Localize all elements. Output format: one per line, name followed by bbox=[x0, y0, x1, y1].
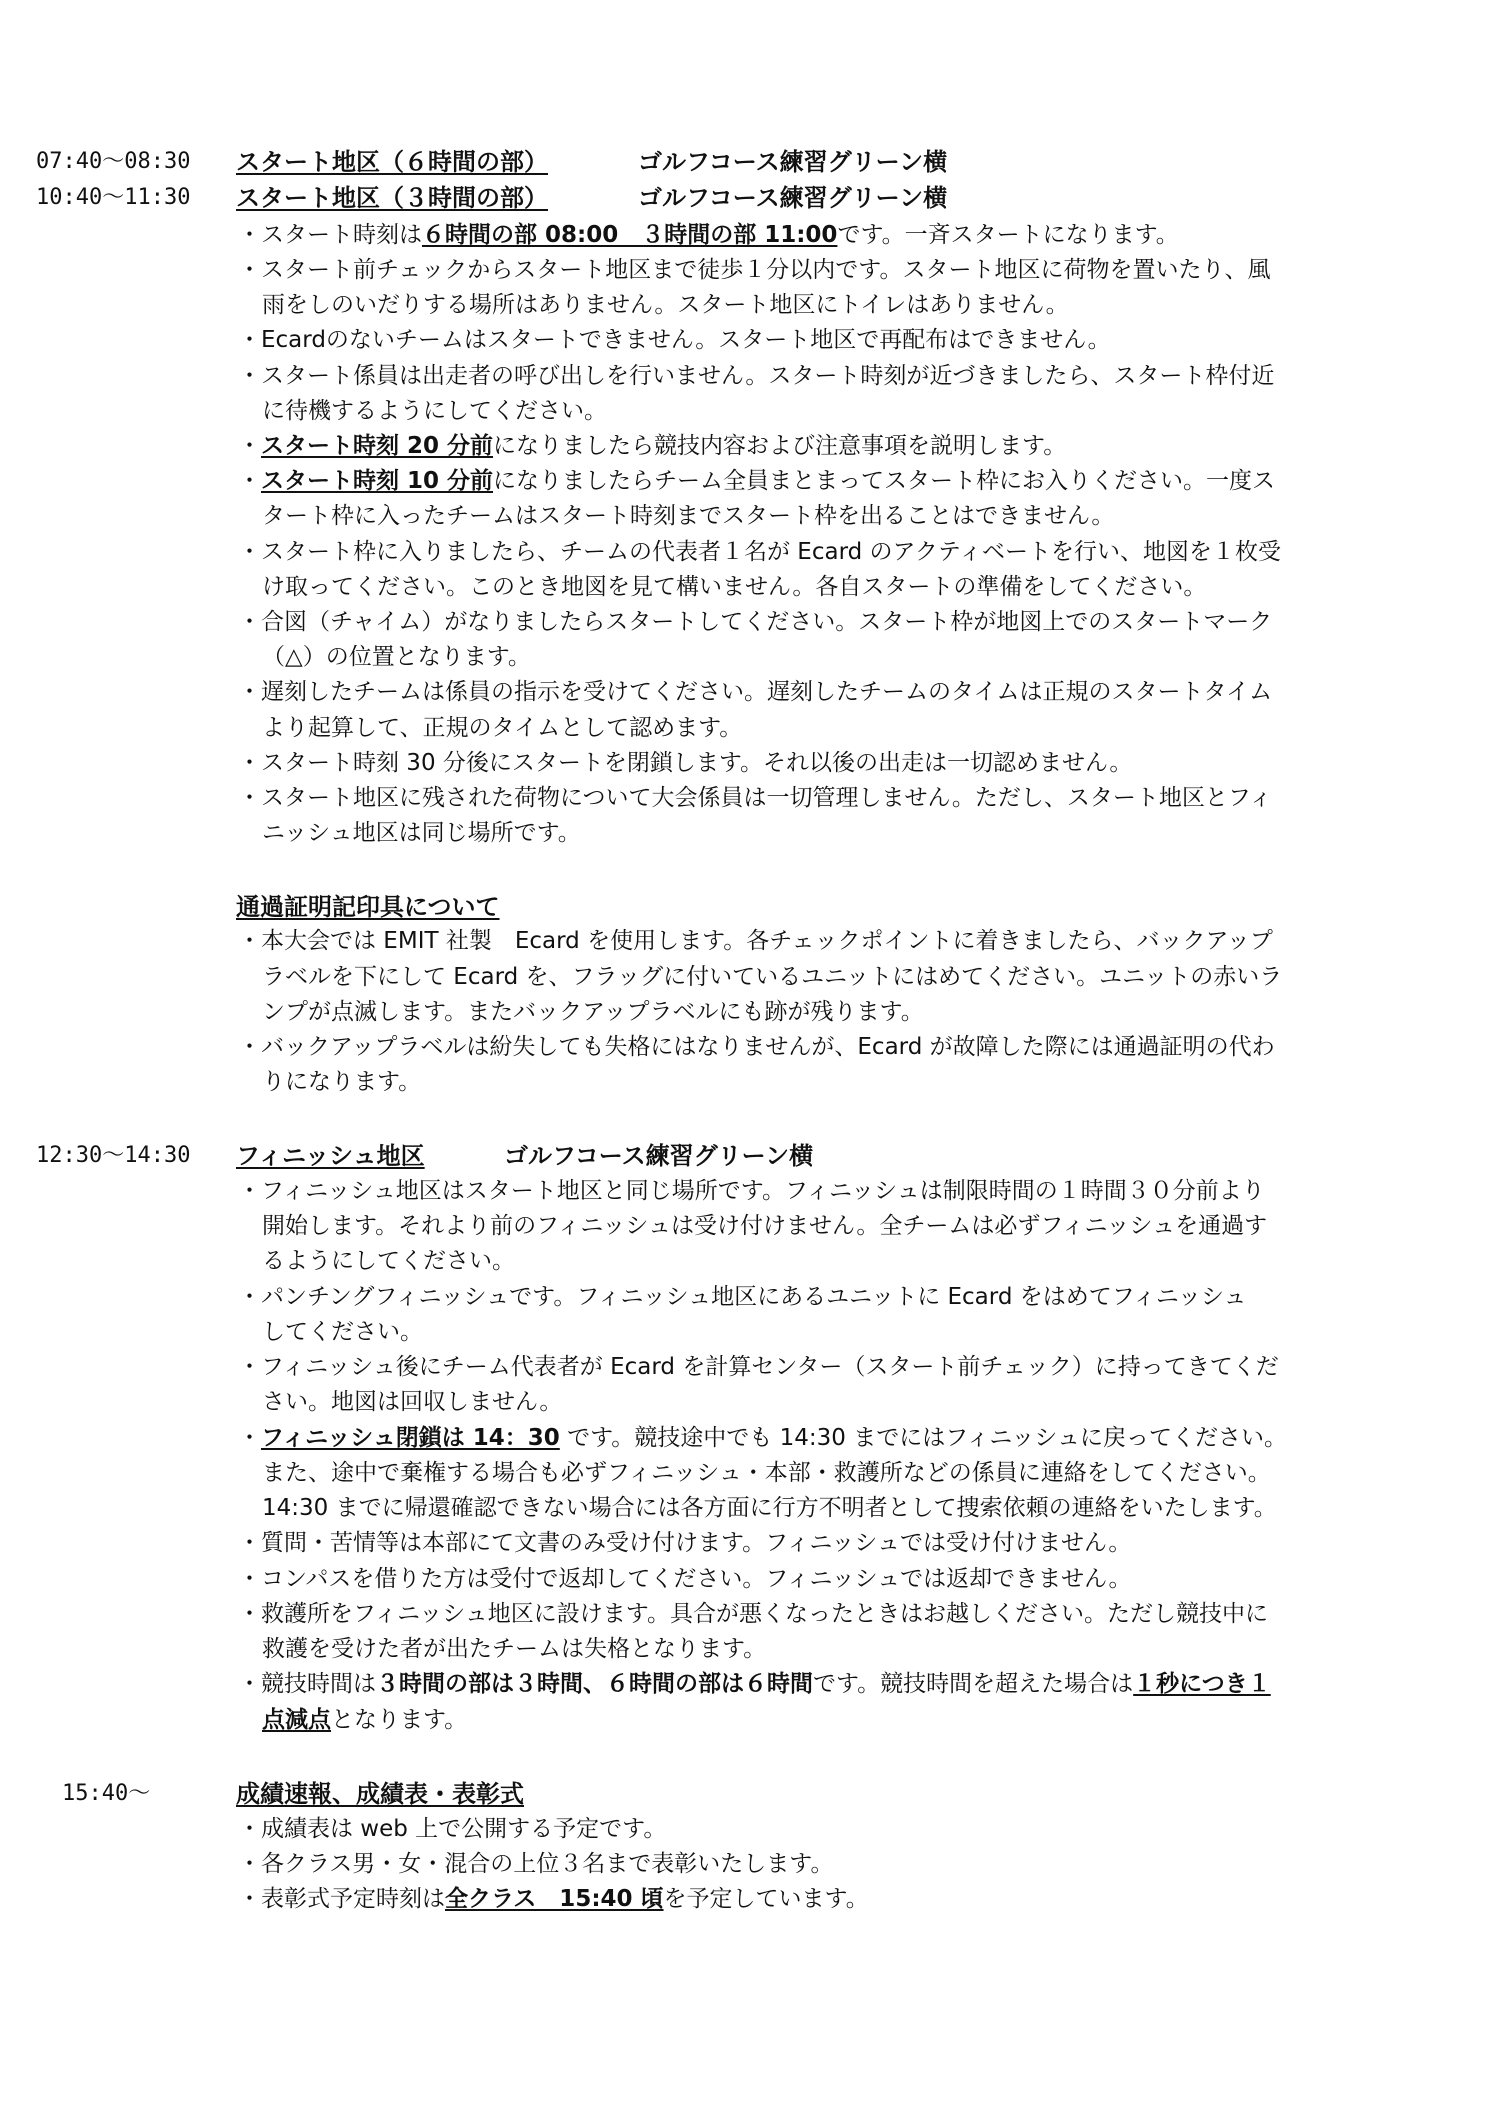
finish-item-3-cont: さい。地図は回収しません。 bbox=[262, 1389, 563, 1415]
start-item-9-cont: より起算して、正規のタイムとして認めます。 bbox=[262, 715, 743, 741]
start-heading-3h: スタート地区（３時間の部） bbox=[236, 184, 548, 212]
start-item-6: ・スタート時刻 10 分前になりましたらチーム全員まとまってスタート枠にお入りください。一度ス bbox=[238, 468, 1276, 494]
finish-item-3: ・フィニッシュ後にチーム代表者が Ecard を計算センター（スタート前チェック）に持ってきてくだ bbox=[238, 1354, 1279, 1380]
start-item-6-cont: タート枠に入ったチームはスタート時刻までスタート枠を出ることはできません。 bbox=[262, 503, 1115, 529]
start-item-2-cont: 雨をしのいだりする場所はありません。スタート地区にトイレはありません。 bbox=[262, 292, 1069, 318]
finish-item-7: ・救護所をフィニッシュ地区に設けます。具合が悪くなったときはお越しください。ただし競技中に bbox=[238, 1601, 1268, 1627]
finish-item-1-cont2: るようにしてください。 bbox=[262, 1248, 515, 1274]
start-item-11-cont: ニッシュ地区は同じ場所です。 bbox=[262, 820, 581, 846]
start-item-3: ・Ecardのないチームはスタートできません。スタート地区で再配布はできません。 bbox=[238, 327, 1111, 353]
start-location-6h: ゴルフコース練習グリーン横 bbox=[638, 148, 948, 176]
finish-item-2-cont: してください。 bbox=[262, 1319, 423, 1345]
results-time: 15:40～ bbox=[62, 1781, 151, 1806]
ecard-item-1: ・本大会では EMIT 社製 Ecard を使用します。各チェックポイントに着きましたら、バックアップ bbox=[238, 928, 1273, 954]
start-item-5: ・スタート時刻 20 分前になりましたら競技内容および注意事項を説明します。 bbox=[238, 433, 1067, 459]
results-heading: 成績速報、成績表・表彰式 bbox=[236, 1780, 524, 1808]
finish-location: ゴルフコース練習グリーン横 bbox=[504, 1142, 814, 1170]
finish-item-1-cont: 開始します。それより前のフィニッシュは受け付けません。全チームは必ずフィニッシュを通過す bbox=[262, 1213, 1268, 1239]
ecard-heading: 通過証明記印具について bbox=[236, 893, 500, 921]
start-time-6h: 07:40～08:30 bbox=[36, 149, 191, 174]
start-item-2: ・スタート前チェックからスタート地区まで徒歩１分以内です。スタート地区に荷物を置いたり、風 bbox=[238, 257, 1271, 283]
start-item-7: ・スタート枠に入りましたら、チームの代表者１名が Ecard のアクティベートを行い、地図を１枚受 bbox=[238, 539, 1282, 565]
finish-heading: フィニッシュ地区 bbox=[236, 1142, 425, 1170]
finish-item-4-cont2: 14:30 までに帰還確認できない場合には各方面に行方不明者として捜索依頼の連絡をいたします。 bbox=[262, 1495, 1277, 1521]
finish-item-4-cont: また、途中で棄権する場合も必ずフィニッシュ・本部・救護所などの係員に連絡をしてください。 bbox=[262, 1460, 1271, 1486]
start-item-8: ・合図（チャイム）がなりましたらスタートしてください。スタート枠が地図上でのスタートマーク bbox=[238, 609, 1273, 635]
finish-item-8-cont: 点減点となります。 bbox=[262, 1707, 468, 1733]
finish-item-7-cont: 救護を受けた者が出たチームは失格となります。 bbox=[262, 1636, 767, 1662]
start-item-11: ・スタート地区に残された荷物について大会係員は一切管理しません。ただし、スタート地区とフィ bbox=[238, 785, 1273, 811]
start-item-8-cont: （△）の位置となります。 bbox=[262, 644, 531, 670]
finish-item-2: ・パンチングフィニッシュです。フィニッシュ地区にあるユニットに Ecard をはめてフィニッシュ bbox=[238, 1284, 1247, 1310]
start-heading-6h: スタート地区（６時間の部） bbox=[236, 148, 548, 176]
results-item-3: ・表彰式予定時刻は全クラス 15:40 頃を予定しています。 bbox=[238, 1886, 869, 1912]
start-item-7-cont: け取ってください。このとき地図を見て構いません。各自スタートの準備をしてください。 bbox=[262, 574, 1207, 600]
ecard-item-1-cont2: ンプが点滅します。またバックアップラベルにも跡が残ります。 bbox=[262, 999, 924, 1025]
start-item-10: ・スタート時刻 30 分後にスタートを閉鎖します。それ以後の出走は一切認めません。 bbox=[238, 750, 1133, 776]
finish-item-5: ・質問・苦情等は本部にて文書のみ受け付けます。フィニッシュでは受け付けません。 bbox=[238, 1530, 1132, 1556]
results-item-1: ・成績表は web 上で公開する予定です。 bbox=[238, 1816, 667, 1842]
ecard-item-2-cont: りになります。 bbox=[262, 1069, 422, 1095]
finish-time: 12:30～14:30 bbox=[36, 1143, 191, 1168]
finish-item-8: ・競技時間は３時間の部は３時間、６時間の部は６時間です。競技時間を超えた場合は１秒につき１ bbox=[238, 1671, 1271, 1697]
start-location-3h: ゴルフコース練習グリーン横 bbox=[638, 184, 948, 212]
ecard-item-1-cont: ラベルを下にして Ecard を、フラッグに付いているユニットにはめてください。ユニットの赤いラ bbox=[262, 964, 1283, 990]
ecard-item-2: ・バックアップラベルは紛失しても失格にはなりませんが、Ecard が故障した際には通過証明の代わ bbox=[238, 1034, 1275, 1060]
finish-item-4: ・フィニッシュ閉鎖は 14：30 です。競技途中でも 14:30 までにはフィニッシュに戻ってください。 bbox=[238, 1425, 1287, 1451]
finish-item-6: ・コンパスを借りた方は受付で返却してください。フィニッシュでは返却できません。 bbox=[238, 1566, 1132, 1592]
start-time-3h: 10:40～11:30 bbox=[36, 185, 191, 210]
start-item-9: ・遅刻したチームは係員の指示を受けてください。遅刻したチームのタイムは正規のスタートタイム bbox=[238, 679, 1273, 705]
start-item-4-cont: に待機するようにしてください。 bbox=[262, 398, 607, 424]
results-item-2: ・各クラス男・女・混合の上位３名まで表彰いたします。 bbox=[238, 1851, 834, 1877]
start-item-1: ・スタート時刻は６時間の部 08:00 ３時間の部 11:00です。一斉スタートになります。 bbox=[238, 222, 1179, 248]
start-item-4: ・スタート係員は出走者の呼び出しを行いません。スタート時刻が近づきましたら、スタート枠付近 bbox=[238, 363, 1275, 389]
finish-item-1: ・フィニッシュ地区はスタート地区と同じ場所です。フィニッシュは制限時間の１時間３０分前より bbox=[238, 1178, 1265, 1204]
